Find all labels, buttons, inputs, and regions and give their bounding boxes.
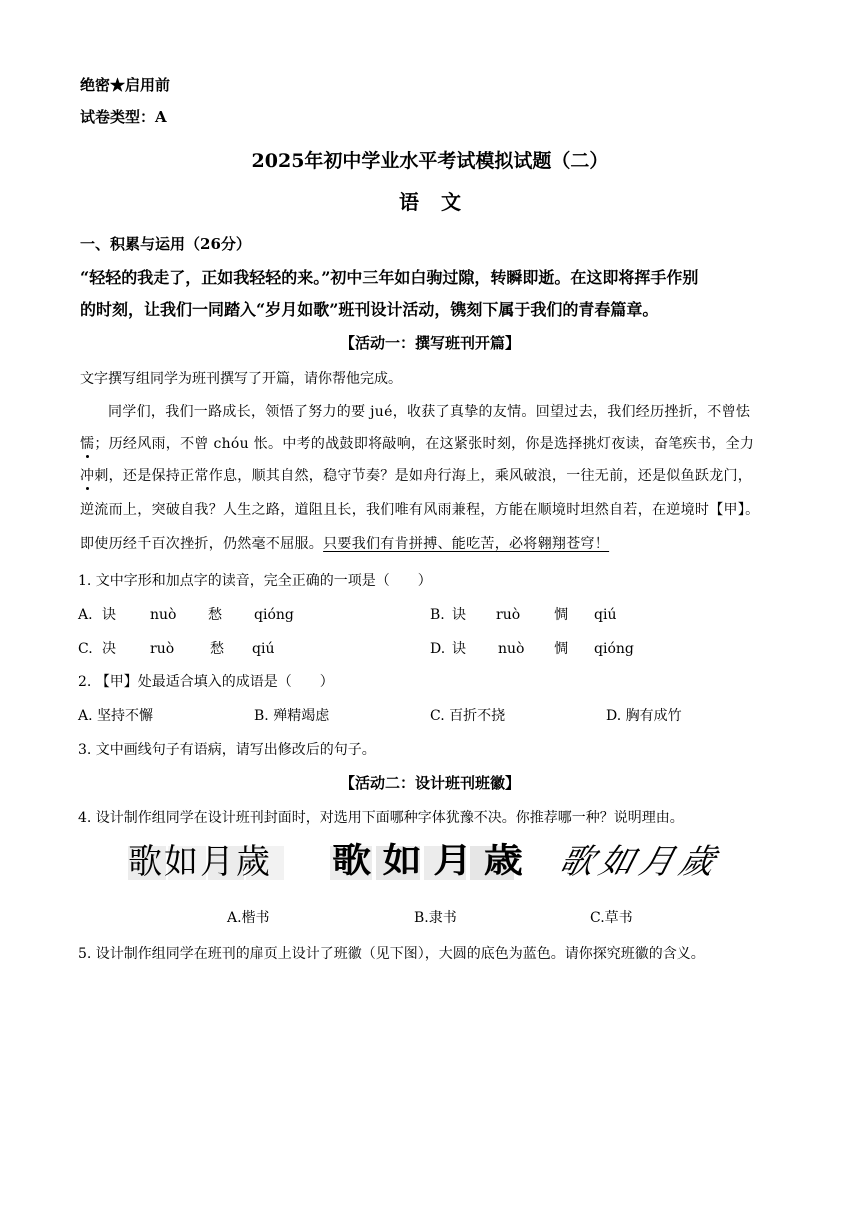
lishu-text: 歌如月歳 xyxy=(332,843,535,880)
subject-title: 语文 xyxy=(399,190,483,214)
underlined-sentence: 只要我们有肯拼搏、能吃苦，必将翱翔苍穹！ xyxy=(323,536,610,552)
font-sample-lishu[interactable] xyxy=(330,840,535,886)
confidential-label: 绝密★启用前 xyxy=(80,76,171,94)
passage-text: ；历经风雨，不曾 chóu 怅。中考的战鼓即将敲响，在这紧张时刻，你是选择挑灯夜读，奋笔疾书，全力 xyxy=(94,436,755,452)
question-3-stem: 3. 文中画线句子有语病，请写出修改后的句子。 xyxy=(78,742,376,758)
font-sample-caoshu[interactable] xyxy=(555,840,730,886)
q2-option-b[interactable]: B. 殚精竭虑 xyxy=(254,708,330,724)
font-sample-kaishu[interactable] xyxy=(128,840,284,886)
intro-line-2: 的时刻，让我们一同踏入“岁月如歌”班刊设计活动，镌刻下属于我们的青春篇章。 xyxy=(80,300,659,319)
option-item: nuò xyxy=(498,641,525,657)
caoshu-text: 歌如月歲 xyxy=(555,842,725,882)
option-label: C. xyxy=(78,641,93,657)
q2-option-d[interactable]: D. 胸有成竹 xyxy=(606,708,682,724)
option-item: 诀 xyxy=(452,641,466,657)
intro-line-1: “轻轻的我走了，正如我轻轻的来。”初中三年如白驹过隙，转瞬即逝。在这即将挥手作别 xyxy=(80,268,699,287)
option-item: qióng xyxy=(254,607,294,623)
activity1-heading: 【活动一：撰写班刊开篇】 xyxy=(339,334,520,352)
passage-text: 即使历经千百次挫折，仍然毫不屈服。 xyxy=(80,536,324,552)
option-item: 惆 xyxy=(554,641,568,657)
passage-line-3 xyxy=(80,465,780,485)
passage-line-2 xyxy=(80,433,780,453)
option-item: qiú xyxy=(594,607,617,623)
activity1-description: 文字撰写组同学为班刊撰写了开篇，请你帮他完成。 xyxy=(80,371,402,387)
option-label: B. xyxy=(430,607,445,623)
option-label: D. xyxy=(430,641,446,657)
q1-option-b[interactable] xyxy=(430,604,616,624)
passage-line-5 xyxy=(80,533,780,553)
kaishu-text: 歌如月歲 xyxy=(128,842,272,882)
passage-text: 刺，还是保持正常作息，顺其自然，稳守节奏？是如舟行海上，乘风破浪，一往无前，还是似鱼跃龙门， xyxy=(94,468,753,484)
section-heading: 一、积累与运用（26分） xyxy=(80,235,251,253)
caption-lishu: B.隶书 xyxy=(414,910,457,926)
q2-option-c[interactable]: C. 百折不挠 xyxy=(430,708,506,724)
option-item: 愁 xyxy=(210,641,224,657)
option-item: 愁 xyxy=(208,607,222,623)
question-5-stem: 5. 设计制作组同学在班刊的扉页上设计了班徽（见下图），大圆的底色为蓝色。请你探究班徽的含义。 xyxy=(78,946,705,962)
option-item: 决 xyxy=(102,641,116,657)
option-item: nuò xyxy=(150,607,177,623)
option-item: 诀 xyxy=(452,607,466,623)
q2-option-a[interactable]: A. 坚持不懈 xyxy=(78,708,154,724)
option-item: qióng xyxy=(594,641,634,657)
question-1-stem: 1. 文中字形和加点字的读音，完全正确的一项是（ ） xyxy=(78,573,432,589)
option-label: A. xyxy=(78,607,93,623)
exam-title: 2025年初中学业水平考试模拟试题（二） xyxy=(251,150,609,172)
q1-option-c[interactable] xyxy=(78,638,274,658)
option-item: qiú xyxy=(252,641,275,657)
question-2-stem: 2. 【甲】处最适合填入的成语是（ ） xyxy=(78,674,334,690)
option-item: ruò xyxy=(496,607,521,623)
option-item: 惆 xyxy=(554,607,568,623)
option-item: 诀 xyxy=(102,607,116,623)
question-4-stem: 4. 设计制作组同学在设计班刊封面时，对选用下面哪种字体犹豫不决。你推荐哪一种？说明理由。 xyxy=(78,810,684,826)
caption-kaishu: A.楷书 xyxy=(227,910,270,926)
dotted-char: 懦 xyxy=(80,436,95,452)
dotted-char: 冲 xyxy=(80,468,95,484)
caption-caoshu: C.草书 xyxy=(590,910,633,926)
activity2-heading: 【活动二：设计班刊班徽】 xyxy=(339,774,520,792)
passage-line-4: 逆流而上，突破自我？人生之路，道阻且长，我们唯有风雨兼程，方能在顺境时坦然自若，在逆境时【甲】。 xyxy=(80,502,760,518)
q1-option-a[interactable] xyxy=(78,604,294,624)
option-item: ruò xyxy=(150,641,175,657)
paper-type-label: 试卷类型：A xyxy=(80,108,167,126)
passage-line-1: 同学们，我们一路成长，领悟了努力的要 jué，收获了真挚的友情。回望过去，我们经历挫折，不曾怯 xyxy=(108,404,751,420)
q1-option-d[interactable] xyxy=(430,638,634,658)
